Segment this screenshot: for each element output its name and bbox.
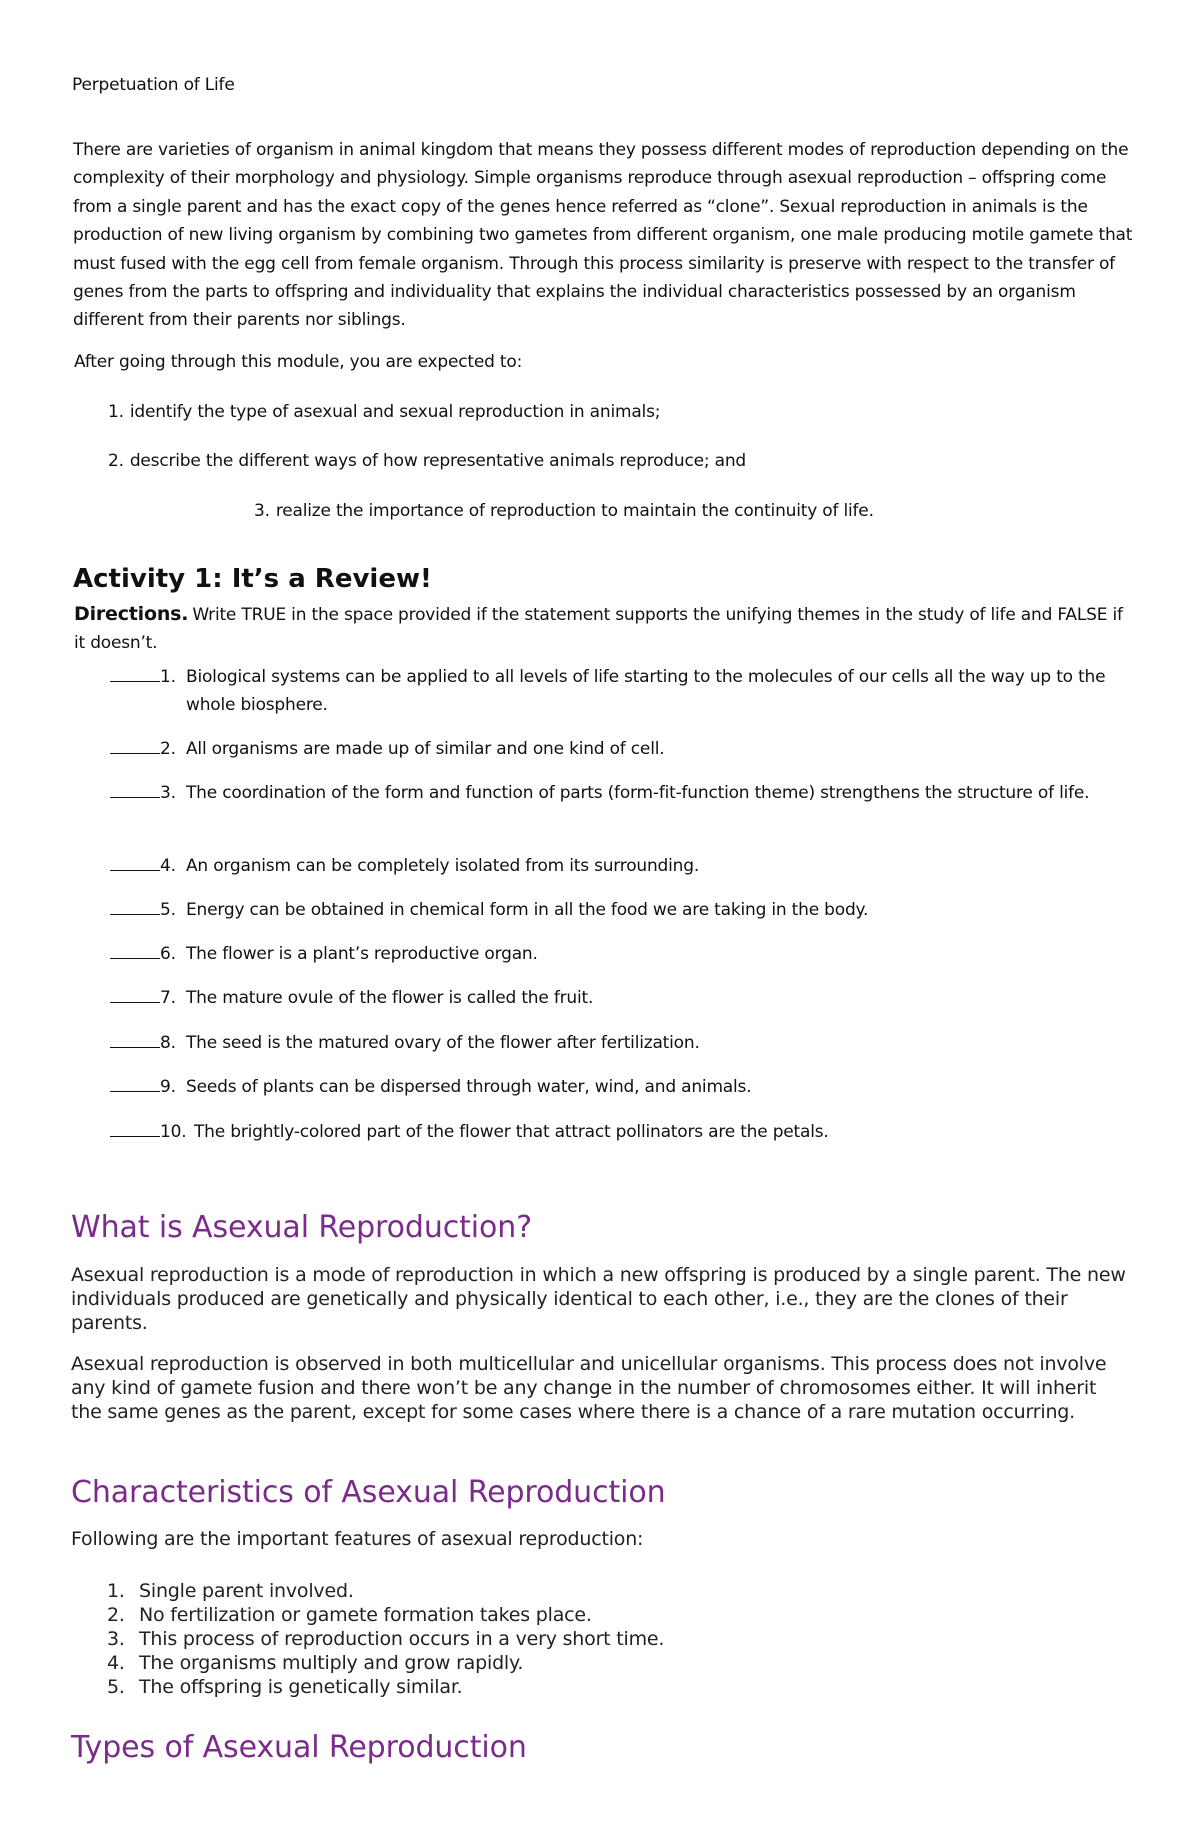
directions-label: Directions. — [74, 603, 189, 625]
answer-blank[interactable] — [110, 1075, 160, 1092]
answer-blank[interactable] — [110, 737, 160, 754]
question-text: An organism can be completely isolated from its surrounding. — [186, 856, 700, 876]
answer-blank[interactable] — [110, 854, 160, 871]
question-text: Seeds of plants can be dispersed through water, wind, and animals. — [186, 1077, 752, 1097]
objective-item — [254, 501, 874, 521]
list-item — [71, 1675, 664, 1699]
question-text: The brightly-colored part of the flower that attract pollinators are the petals. — [194, 1122, 829, 1142]
question-text: The coordination of the form and function of parts (form-fit-function theme) strengthens the structure of life. — [186, 783, 1090, 803]
asexual-paragraph-2: Asexual reproduction is observed in both multicellular and unicellular organisms. This process does not involve any kind of gamete fusion and there won’t be any change in the number of chromosomes either. It will inherit the same genes as the parent, except for some cases where there is a chance of a rare mutation occurring. — [71, 1353, 1107, 1423]
list-text: Single parent involved. — [139, 1580, 354, 1602]
question-text: Biological systems can be applied to all levels of life starting to the molecules of our cells all the way up to the whole biosphere. — [186, 667, 1106, 715]
asexual-paragraph-1: Asexual reproduction is a mode of reproduction in which a new offspring is produced by a single parent. The new individuals produced are genetically and physically identical to each other, i.e., they are the clones of their parents. — [71, 1264, 1126, 1334]
question-text: All organisms are made up of similar and one kind of cell. — [186, 739, 665, 759]
characteristics-lead: Following are the important features of asexual reproduction: — [71, 1528, 644, 1550]
question-number: 6. — [160, 944, 176, 964]
activity-title: Activity 1: It’s a Review! — [73, 564, 432, 594]
question-number: 4. — [160, 856, 176, 876]
activity-directions — [74, 600, 1134, 657]
list-number: 3. — [107, 1628, 125, 1650]
directions-text: Write TRUE in the space provided if the statement supports the unifying themes in the study of life and FALSE if it doesn’t. — [74, 605, 1123, 653]
characteristics-list — [71, 1579, 664, 1699]
document-title: Perpetuation of Life — [72, 75, 235, 95]
list-text: No fertilization or gamete formation takes place. — [139, 1604, 592, 1626]
list-number: 2. — [107, 1604, 125, 1626]
asexual-heading: What is Asexual Reproduction? — [71, 1210, 533, 1245]
question-number: 7. — [160, 988, 176, 1008]
characteristics-heading: Characteristics of Asexual Reproduction — [71, 1475, 666, 1510]
question-item — [110, 663, 1130, 723]
expectations-lead: After going through this module, you are expected to: — [74, 352, 523, 372]
objective-text: describe the different ways of how representative animals reproduce; and — [129, 451, 746, 471]
list-number: 4. — [107, 1652, 125, 1674]
list-item — [71, 1651, 664, 1675]
answer-blank[interactable] — [110, 665, 160, 682]
answer-blank[interactable] — [110, 781, 160, 798]
list-item — [71, 1579, 664, 1603]
question-text: The mature ovule of the flower is called the fruit. — [186, 988, 594, 1008]
objective-number: 2. — [108, 451, 124, 471]
list-item — [71, 1603, 664, 1627]
objective-number: 1. — [108, 402, 124, 422]
objective-item — [108, 402, 660, 422]
answer-blank[interactable] — [110, 942, 160, 959]
objective-number: 3. — [254, 501, 270, 521]
answer-blank[interactable] — [110, 1031, 160, 1048]
intro-paragraph: There are varieties of organism in animal kingdom that means they possess different modes of reproduction depending on the complexity of their morphology and physiology. Simple organisms reproduce through asexual reproduction – offspring come from a single parent and has the exact copy of the genes hence referred as “clone”. Sexual reproduction in animals is the production of new living organism by combining two gametes from different organism, one male producing motile gamete that must fused with the egg cell from female organism. Through this process similarity is preserve with respect to the transfer of genes from the parts to offspring and individuality that explains the individual characteristics possessed by an organism different from their parents nor siblings. — [73, 140, 1133, 331]
question-number: 1. — [160, 667, 176, 687]
question-number: 5. — [160, 900, 176, 920]
question-number: 2. — [160, 739, 176, 759]
question-text: The seed is the matured ovary of the flower after fertilization. — [186, 1033, 700, 1053]
question-item — [110, 779, 1130, 839]
list-number: 5. — [107, 1676, 125, 1698]
question-text: Energy can be obtained in chemical form in all the food we are taking in the body. — [186, 900, 869, 920]
answer-blank[interactable] — [110, 986, 160, 1003]
types-heading: Types of Asexual Reproduction — [71, 1730, 527, 1765]
objective-item — [108, 451, 746, 471]
answer-blank[interactable] — [110, 1120, 160, 1137]
question-number: 8. — [160, 1033, 176, 1053]
question-text: The flower is a plant’s reproductive organ. — [186, 944, 538, 964]
question-number: 10. — [160, 1122, 187, 1142]
list-item — [71, 1627, 664, 1651]
question-number: 3. — [160, 783, 176, 803]
question-number: 9. — [160, 1077, 176, 1097]
objective-text: identify the type of asexual and sexual reproduction in animals; — [129, 402, 661, 422]
list-text: The organisms multiply and grow rapidly. — [139, 1652, 524, 1674]
list-text: This process of reproduction occurs in a very short time. — [139, 1628, 665, 1650]
list-number: 1. — [107, 1580, 125, 1602]
list-text: The offspring is genetically similar. — [139, 1676, 463, 1698]
objective-text: realize the importance of reproduction to maintain the continuity of life. — [275, 501, 874, 521]
answer-blank[interactable] — [110, 898, 160, 915]
